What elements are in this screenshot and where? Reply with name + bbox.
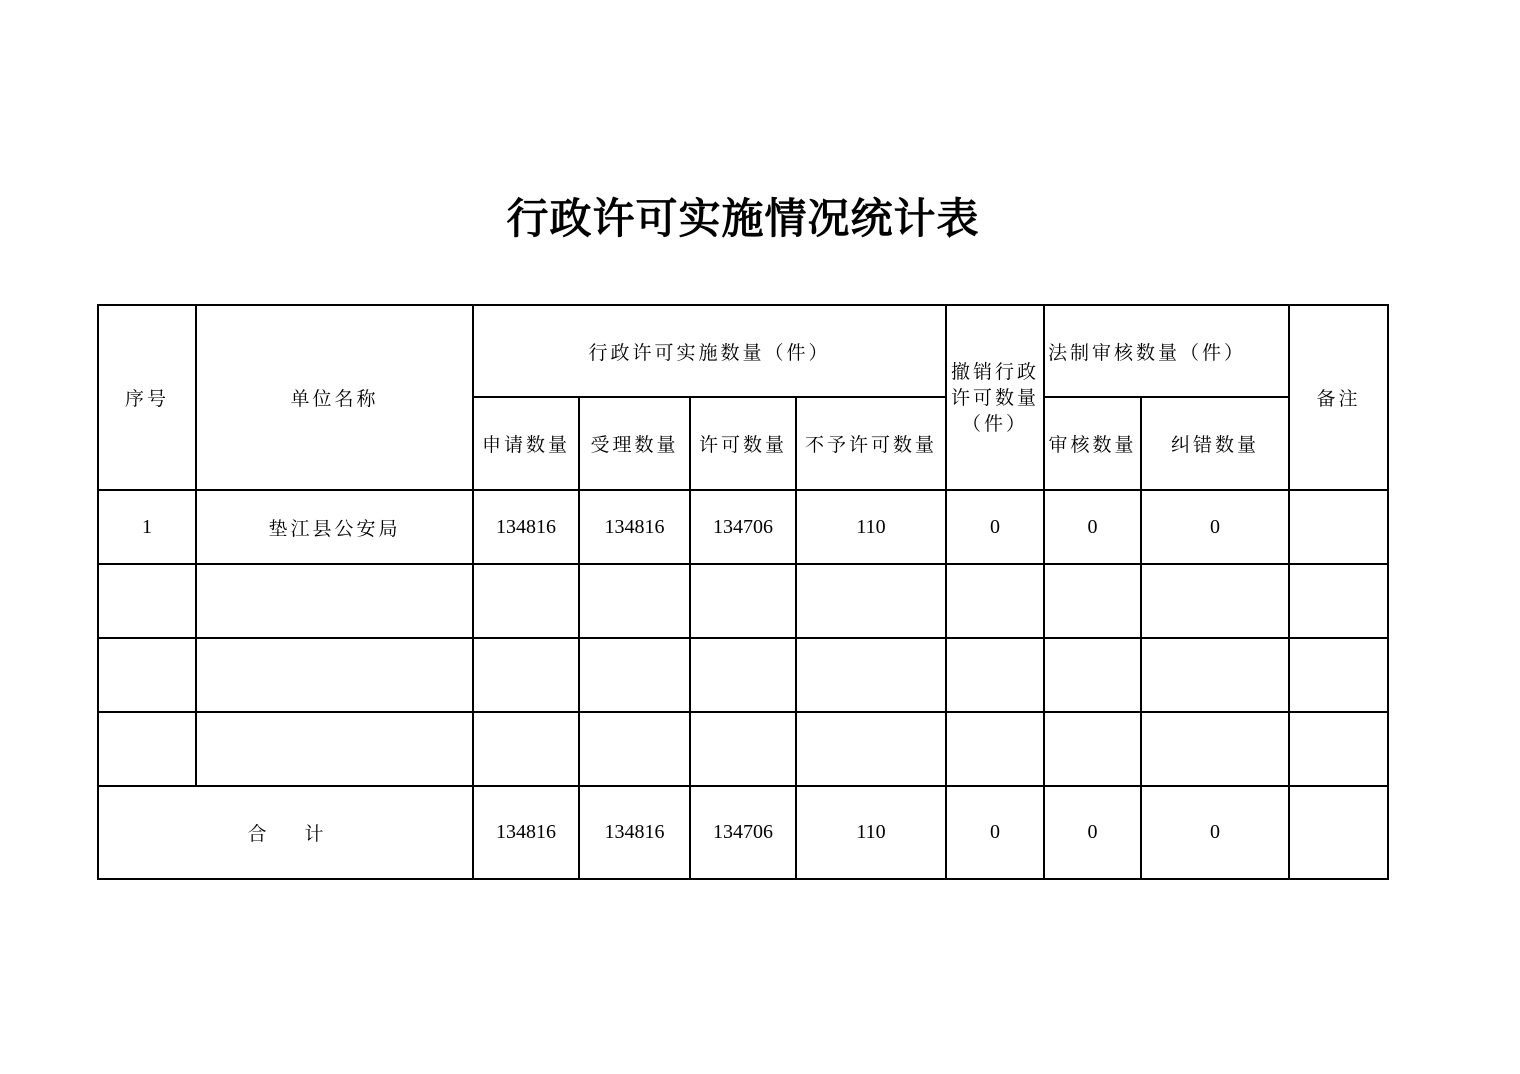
header-permit: 许可数量 [690,397,796,490]
total-correct: 0 [1141,786,1289,879]
cell-revoke [946,638,1044,712]
total-remark [1289,786,1388,879]
table-row [98,712,1388,786]
cell-seq [98,638,196,712]
cell-revoke: 0 [946,490,1044,564]
cell-seq [98,712,196,786]
cell-unit: 垫江县公安局 [196,490,473,564]
statistics-table [97,304,1389,880]
header-deny: 不予许可数量 [796,397,946,490]
cell-review [1044,638,1141,712]
total-label-part2: 计 [304,823,324,845]
cell-remark [1289,638,1388,712]
cell-unit [196,564,473,638]
cell-accept [579,638,690,712]
cell-unit [196,712,473,786]
cell-seq [98,564,196,638]
cell-remark [1289,490,1388,564]
header-apply: 申请数量 [473,397,579,490]
cell-permit [690,564,796,638]
cell-correct: 0 [1141,490,1289,564]
header-row-1 [98,305,1388,397]
total-review: 0 [1044,786,1141,879]
cell-apply [473,564,579,638]
total-label [98,786,473,879]
cell-seq: 1 [98,490,196,564]
header-remark: 备注 [1289,305,1388,490]
header-correct: 纠错数量 [1141,397,1289,490]
header-unit: 单位名称 [196,305,473,490]
cell-revoke [946,564,1044,638]
header-revoke-line1: 撤销行政 [951,360,1040,383]
total-label-part1: 合 [247,823,267,845]
cell-remark [1289,712,1388,786]
header-review: 审核数量 [1044,397,1141,490]
cell-review [1044,564,1141,638]
cell-accept: 134816 [579,490,690,564]
cell-review [1044,712,1141,786]
header-impl-group: 行政许可实施数量（件） [473,305,946,397]
cell-revoke [946,712,1044,786]
total-apply: 134816 [473,786,579,879]
cell-correct [1141,712,1289,786]
cell-accept [579,712,690,786]
header-revoke [946,305,1044,490]
cell-correct [1141,564,1289,638]
header-revoke-line3: （件） [962,412,1029,435]
header-accept: 受理数量 [579,397,690,490]
cell-permit [690,638,796,712]
cell-apply [473,638,579,712]
cell-accept [579,564,690,638]
page-title: 行政许可实施情况统计表 [506,194,980,243]
total-revoke: 0 [946,786,1044,879]
header-revoke-line2: 许可数量 [951,386,1040,409]
cell-remark [1289,564,1388,638]
cell-correct [1141,638,1289,712]
total-row [98,786,1388,879]
total-permit: 134706 [690,786,796,879]
cell-deny [796,564,946,638]
cell-deny: 110 [796,490,946,564]
cell-apply: 134816 [473,490,579,564]
total-deny: 110 [796,786,946,879]
cell-review: 0 [1044,490,1141,564]
cell-deny [796,712,946,786]
cell-permit [690,712,796,786]
cell-permit: 134706 [690,490,796,564]
header-seq: 序号 [98,305,196,490]
cell-apply [473,712,579,786]
header-legal-group: 法制审核数量（件） [1044,305,1289,397]
table-row [98,638,1388,712]
total-accept: 134816 [579,786,690,879]
cell-unit [196,638,473,712]
cell-deny [796,638,946,712]
table-row [98,564,1388,638]
table-row [98,490,1388,564]
